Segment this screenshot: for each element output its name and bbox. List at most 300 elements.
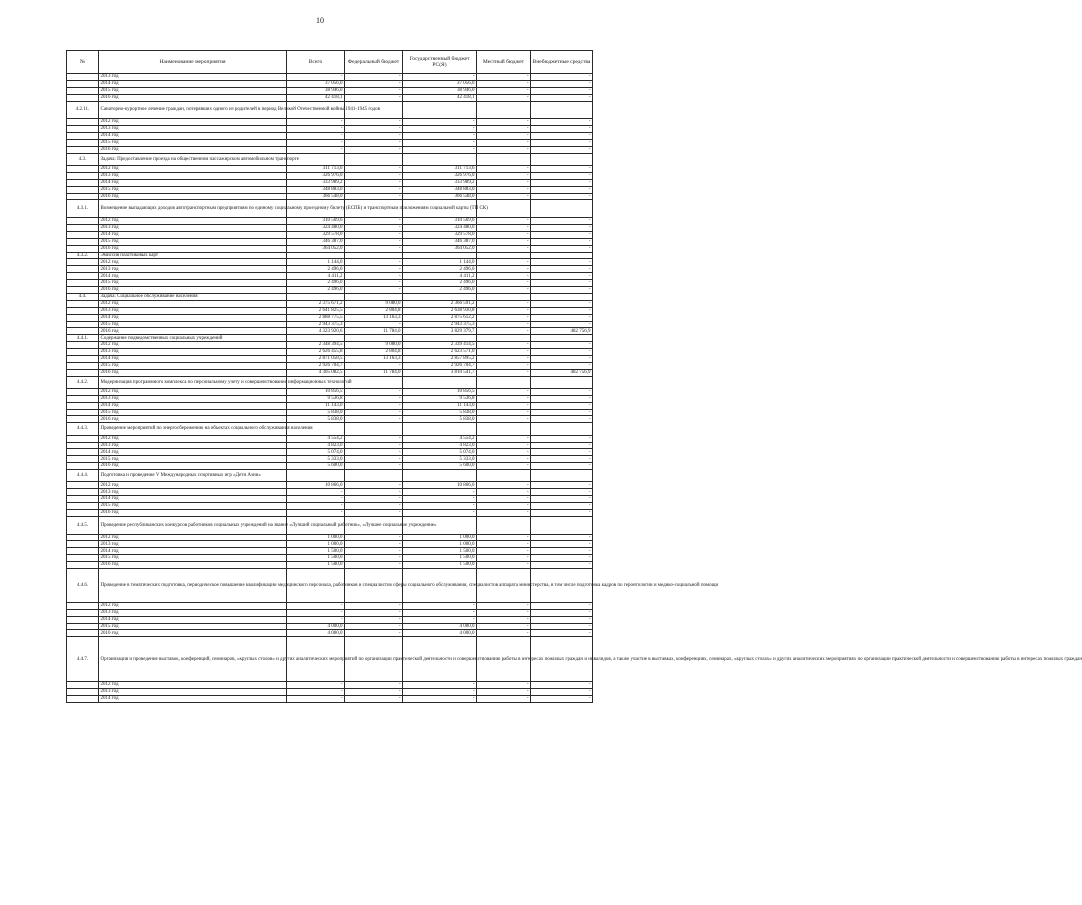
row-state: -: [403, 133, 477, 140]
row-federal: -: [345, 496, 403, 503]
row-name: 2015 год: [99, 280, 287, 287]
row-total: 1 500,0: [287, 548, 345, 555]
row-name: 2012 год: [99, 166, 287, 173]
row-code: [67, 238, 99, 245]
row-total: -: [287, 609, 345, 616]
row-local: -: [477, 225, 531, 232]
table-row: [67, 300, 593, 307]
row-total: -: [287, 139, 345, 146]
row-federal: 11 784,0: [345, 369, 403, 376]
table-row: [67, 509, 593, 516]
row-extra: -: [531, 126, 593, 133]
row-federal: -: [345, 139, 403, 146]
row-total: [287, 293, 345, 300]
row-total: 346 387,0: [287, 238, 345, 245]
row-extra: -: [531, 609, 593, 616]
table-row: [67, 238, 593, 245]
row-state: 2 943 375,3: [403, 321, 477, 328]
row-extra: -: [531, 555, 593, 562]
table-row: [67, 416, 593, 423]
row-name: 2013 год: [99, 307, 287, 314]
row-federal: -: [345, 74, 403, 81]
row-state: -: [403, 503, 477, 510]
row-code: [67, 328, 99, 335]
row-code: 4.4.2.: [67, 376, 99, 388]
row-extra: -: [531, 623, 593, 630]
row-state: 1 144,0: [403, 259, 477, 266]
row-code: [67, 146, 99, 153]
row-local: -: [477, 489, 531, 496]
table-row: [67, 166, 593, 173]
row-federal: [345, 470, 403, 482]
row-code: [67, 80, 99, 87]
row-local: [477, 252, 531, 259]
row-name: Проведение республиканских конкурсов работников социальных учреждений на звание «Лучший социальный работник», «Лучшее социальное учреждение»: [99, 516, 287, 534]
row-code: [67, 482, 99, 489]
row-state: 2 496,0: [403, 287, 477, 294]
row-federal: -: [345, 218, 403, 225]
row-local: -: [477, 534, 531, 541]
row-local: -: [477, 80, 531, 87]
table-row: [67, 314, 593, 321]
row-total: 1 000,0: [287, 541, 345, 548]
table-body: [67, 74, 1082, 703]
table-row: [67, 193, 593, 200]
row-local: -: [477, 87, 531, 94]
row-state: -: [403, 682, 477, 689]
table-row: [67, 321, 593, 328]
row-local: -: [477, 416, 531, 423]
row-total: -: [287, 682, 345, 689]
row-extra: -: [531, 388, 593, 395]
row-extra: -: [531, 449, 593, 456]
row-name: 2016 год: [99, 245, 287, 252]
row-name: 2013 год: [99, 442, 287, 449]
row-state: -: [403, 126, 477, 133]
row-code: [67, 609, 99, 616]
row-federal: 2 804,8: [345, 307, 403, 314]
row-code: [67, 395, 99, 402]
row-federal: -: [345, 402, 403, 409]
row-federal: -: [345, 609, 403, 616]
table-row: [67, 266, 593, 273]
row-extra: -: [531, 314, 593, 321]
table-row: [67, 328, 593, 335]
row-state: [403, 470, 477, 482]
row-code: [67, 139, 99, 146]
row-code: [67, 409, 99, 416]
row-federal: [345, 423, 403, 435]
table-row: [67, 630, 593, 637]
table-row: [67, 442, 593, 449]
row-code: [67, 695, 99, 702]
table-row: [67, 435, 593, 442]
row-extra: [531, 335, 593, 342]
row-name: 2014 год: [99, 273, 287, 280]
row-name: 2012 год: [99, 435, 287, 442]
row-name: Эмиссия пластиковых карт: [99, 252, 287, 259]
table-row: [67, 555, 593, 562]
table-row: [67, 496, 593, 503]
row-state: -: [403, 119, 477, 126]
row-federal: -: [345, 416, 403, 423]
row-code: [67, 509, 99, 516]
row-name: 2014 год: [99, 80, 287, 87]
row-code: [67, 245, 99, 252]
row-total: 348 883,0: [287, 186, 345, 193]
row-extra: -: [531, 503, 593, 510]
row-local: -: [477, 328, 531, 335]
row-federal: -: [345, 388, 403, 395]
row-code: [67, 87, 99, 94]
row-extra: [531, 376, 593, 388]
row-extra: -: [531, 218, 593, 225]
table-row: [67, 355, 593, 362]
row-total: 5 333,0: [287, 456, 345, 463]
row-federal: -: [345, 548, 403, 555]
row-local: -: [477, 695, 531, 702]
table-row: [67, 623, 593, 630]
table-row: [67, 74, 593, 81]
row-extra: -: [531, 416, 593, 423]
row-extra: -: [531, 395, 593, 402]
row-extra: -: [531, 562, 593, 569]
row-total: 5 838,0: [287, 409, 345, 416]
row-name: 2014 год: [99, 355, 287, 362]
row-code: [67, 126, 99, 133]
row-name: 2015 год: [99, 623, 287, 630]
row-extra: [531, 516, 593, 534]
row-total: 4 823,0: [287, 442, 345, 449]
row-state: -: [403, 695, 477, 702]
table-row: [67, 456, 593, 463]
table-row: [67, 402, 593, 409]
row-name: 2016 год: [99, 328, 287, 335]
table-row: [67, 695, 593, 702]
table-row: [67, 245, 593, 252]
table-row: [67, 388, 593, 395]
row-extra: [531, 101, 593, 119]
row-local: -: [477, 402, 531, 409]
row-total: 2 943 375,3: [287, 321, 345, 328]
row-local: -: [477, 300, 531, 307]
table-header-row: [67, 51, 593, 74]
row-state: [403, 153, 477, 165]
row-federal: -: [345, 463, 403, 470]
row-state: 38 946,0: [403, 87, 477, 94]
row-total: -: [287, 146, 345, 153]
row-extra: -: [531, 695, 593, 702]
table-row: [67, 362, 593, 369]
row-local: -: [477, 509, 531, 516]
row-code: [67, 562, 99, 569]
row-federal: -: [345, 456, 403, 463]
row-code: [67, 369, 99, 376]
row-local: -: [477, 630, 531, 637]
row-state: 1 500,0: [403, 562, 477, 569]
row-extra: -: [531, 179, 593, 186]
row-total: 2 871 058,5: [287, 355, 345, 362]
row-total: 1 500,0: [287, 555, 345, 562]
row-name: 2014 год: [99, 496, 287, 503]
row-state: 5 600,0: [403, 463, 477, 470]
row-state: 310 569,6: [403, 218, 477, 225]
row-name: Содержание подведомственных социальных учреждений: [99, 335, 287, 342]
row-state: -: [403, 74, 477, 81]
row-state: 311 713,6: [403, 166, 477, 173]
row-code: [67, 119, 99, 126]
row-local: -: [477, 146, 531, 153]
row-name: 2012 год: [99, 119, 287, 126]
row-extra: -: [531, 266, 593, 273]
row-total: 324 480,0: [287, 225, 345, 232]
row-code: [67, 630, 99, 637]
row-extra: -: [531, 259, 593, 266]
row-name: 2014 год: [99, 314, 287, 321]
row-state: -: [403, 602, 477, 609]
row-name: 2013 год: [99, 609, 287, 616]
row-state: 2 623 571,0: [403, 349, 477, 356]
row-federal: 11 784,0: [345, 328, 403, 335]
row-name: 2014 год: [99, 179, 287, 186]
row-federal: -: [345, 503, 403, 510]
row-local: -: [477, 688, 531, 695]
row-code: [67, 287, 99, 294]
row-state: 10 866,0: [403, 482, 477, 489]
row-extra: 482 756,9: [531, 328, 593, 335]
row-local: -: [477, 349, 531, 356]
row-code: [67, 496, 99, 503]
row-extra: -: [531, 496, 593, 503]
row-local: [477, 153, 531, 165]
row-federal: -: [345, 449, 403, 456]
row-local: -: [477, 94, 531, 101]
row-federal: [345, 376, 403, 388]
row-local: -: [477, 562, 531, 569]
row-state: 2 857 895,2: [403, 355, 477, 362]
row-code: 4.3.2.: [67, 252, 99, 259]
row-local: -: [477, 503, 531, 510]
table-row: [67, 609, 593, 616]
row-total: 2 641 825,5: [287, 307, 345, 314]
row-total: 329 578,0: [287, 231, 345, 238]
row-state: 324 480,0: [403, 225, 477, 232]
row-extra: -: [531, 442, 593, 449]
row-code: [67, 349, 99, 356]
row-name: 2015 год: [99, 362, 287, 369]
row-state: [403, 423, 477, 435]
row-extra: -: [531, 307, 593, 314]
row-name: 2012 год: [99, 388, 287, 395]
row-federal: -: [345, 166, 403, 173]
row-code: [67, 259, 99, 266]
row-total: 364 052,0: [287, 245, 345, 252]
row-total: 310 569,6: [287, 218, 345, 225]
row-extra: -: [531, 74, 593, 81]
row-extra: -: [531, 548, 593, 555]
row-federal: 9 080,0: [345, 300, 403, 307]
row-federal: -: [345, 273, 403, 280]
row-state: 3 829 379,7: [403, 328, 477, 335]
row-extra: -: [531, 682, 593, 689]
row-local: -: [477, 321, 531, 328]
row-total: 4 323 920,6: [287, 328, 345, 335]
row-state: -: [403, 139, 477, 146]
row-name: 2013 год: [99, 172, 287, 179]
row-code: [67, 623, 99, 630]
row-total: 2 888 775,5: [287, 314, 345, 321]
row-state: 5 074,0: [403, 449, 477, 456]
row-total: 2 496,0: [287, 287, 345, 294]
table-row: [67, 503, 593, 510]
row-total: -: [287, 496, 345, 503]
row-local: -: [477, 395, 531, 402]
row-name: 2012 год: [99, 218, 287, 225]
row-local: -: [477, 555, 531, 562]
row-code: [67, 218, 99, 225]
row-federal: -: [345, 602, 403, 609]
row-state: -: [403, 688, 477, 695]
table-row: [67, 153, 593, 165]
row-state: 364 052,0: [403, 245, 477, 252]
row-code: [67, 402, 99, 409]
row-state: -: [403, 496, 477, 503]
row-code: [67, 541, 99, 548]
row-extra: -: [531, 349, 593, 356]
row-federal: -: [345, 259, 403, 266]
row-extra: -: [531, 630, 593, 637]
row-extra: -: [531, 482, 593, 489]
row-extra: -: [531, 688, 593, 695]
row-total: [287, 252, 345, 259]
row-extra: -: [531, 602, 593, 609]
row-total: 2 375 671,2: [287, 300, 345, 307]
row-local: -: [477, 133, 531, 140]
row-state: 2 875 612,2: [403, 314, 477, 321]
row-local: -: [477, 314, 531, 321]
row-local: -: [477, 172, 531, 179]
row-state: 42 418,1: [403, 94, 477, 101]
row-state: 5 333,0: [403, 456, 477, 463]
table-row: [67, 307, 593, 314]
row-extra: -: [531, 362, 593, 369]
row-name: Задача: Предоставление проезда на общественном пассажирском автомобильном транспорте: [99, 153, 287, 165]
row-name: 2012 год: [99, 259, 287, 266]
row-code: [67, 442, 99, 449]
row-federal: -: [345, 280, 403, 287]
header-local: Местный бюджет: [477, 51, 531, 74]
row-local: -: [477, 287, 531, 294]
row-total: -: [287, 695, 345, 702]
row-local: -: [477, 218, 531, 225]
row-code: 4.3.: [67, 153, 99, 165]
row-state: 2 926 704,7: [403, 362, 477, 369]
row-extra: -: [531, 321, 593, 328]
row-name: 2016 год: [99, 509, 287, 516]
row-code: [67, 307, 99, 314]
row-total: -: [287, 503, 345, 510]
row-extra: -: [531, 172, 593, 179]
row-name: 2015 год: [99, 555, 287, 562]
row-federal: [345, 335, 403, 342]
table-row: [67, 293, 593, 300]
row-federal: -: [345, 225, 403, 232]
row-name: 2016 год: [99, 562, 287, 569]
row-local: -: [477, 245, 531, 252]
row-local: -: [477, 280, 531, 287]
row-local: -: [477, 119, 531, 126]
row-local: -: [477, 355, 531, 362]
row-local: -: [477, 409, 531, 416]
row-name: 2016 год: [99, 369, 287, 376]
row-local: -: [477, 482, 531, 489]
row-local: -: [477, 74, 531, 81]
row-state: 3 810 541,7: [403, 369, 477, 376]
row-local: -: [477, 238, 531, 245]
row-code: [67, 534, 99, 541]
row-extra: -: [531, 402, 593, 409]
row-federal: -: [345, 509, 403, 516]
table-row: [67, 101, 593, 119]
row-total: 5 838,0: [287, 416, 345, 423]
row-local: -: [477, 435, 531, 442]
row-federal: -: [345, 435, 403, 442]
row-state: 37 056,0: [403, 80, 477, 87]
header-federal: Федеральный бюджет: [345, 51, 403, 74]
table-row: [67, 534, 593, 541]
row-extra: -: [531, 287, 593, 294]
row-local: -: [477, 186, 531, 193]
table-row: [67, 489, 593, 496]
row-total: 37 056,0: [287, 80, 345, 87]
table-row: [67, 146, 593, 153]
row-local: -: [477, 682, 531, 689]
row-code: [67, 266, 99, 273]
row-total: -: [287, 126, 345, 133]
row-local: -: [477, 456, 531, 463]
table-row: [67, 179, 593, 186]
row-extra: [531, 423, 593, 435]
row-local: [477, 335, 531, 342]
row-local: -: [477, 126, 531, 133]
row-total: 42 418,1: [287, 94, 345, 101]
row-name: 2015 год: [99, 87, 287, 94]
row-total: -: [287, 133, 345, 140]
table-row: [67, 119, 593, 126]
row-federal: -: [345, 119, 403, 126]
row-name: 2012 год: [99, 300, 287, 307]
row-extra: -: [531, 146, 593, 153]
row-total: 4 000,0: [287, 630, 345, 637]
table-row: [67, 80, 593, 87]
row-code: 4.4.1.: [67, 335, 99, 342]
row-federal: -: [345, 541, 403, 548]
row-total: [287, 470, 345, 482]
row-name: 2013 год: [99, 225, 287, 232]
row-extra: [531, 470, 593, 482]
row-name: 2013 год: [99, 688, 287, 695]
table-row: [67, 482, 593, 489]
row-total: 38 946,0: [287, 87, 345, 94]
row-federal: -: [345, 442, 403, 449]
row-state: 348 883,0: [403, 186, 477, 193]
row-local: -: [477, 342, 531, 349]
row-federal: -: [345, 231, 403, 238]
row-local: -: [477, 548, 531, 555]
row-local: -: [477, 193, 531, 200]
row-name: Организация и проведение выставок, конференций, семинаров, «круглых столов» и других аналитических мероприятий по организации практической деятельности и совершенствованию работы в интересах пожилых граждан и инвалидов, а также участие в выставках, конференциях, семинарах, «круглых столах» и других аналитических мероприятиях по организации практической деятельности и совершенствованию работы в интересах пожилых граждан: [99, 637, 287, 682]
row-total: 333 989,2: [287, 179, 345, 186]
